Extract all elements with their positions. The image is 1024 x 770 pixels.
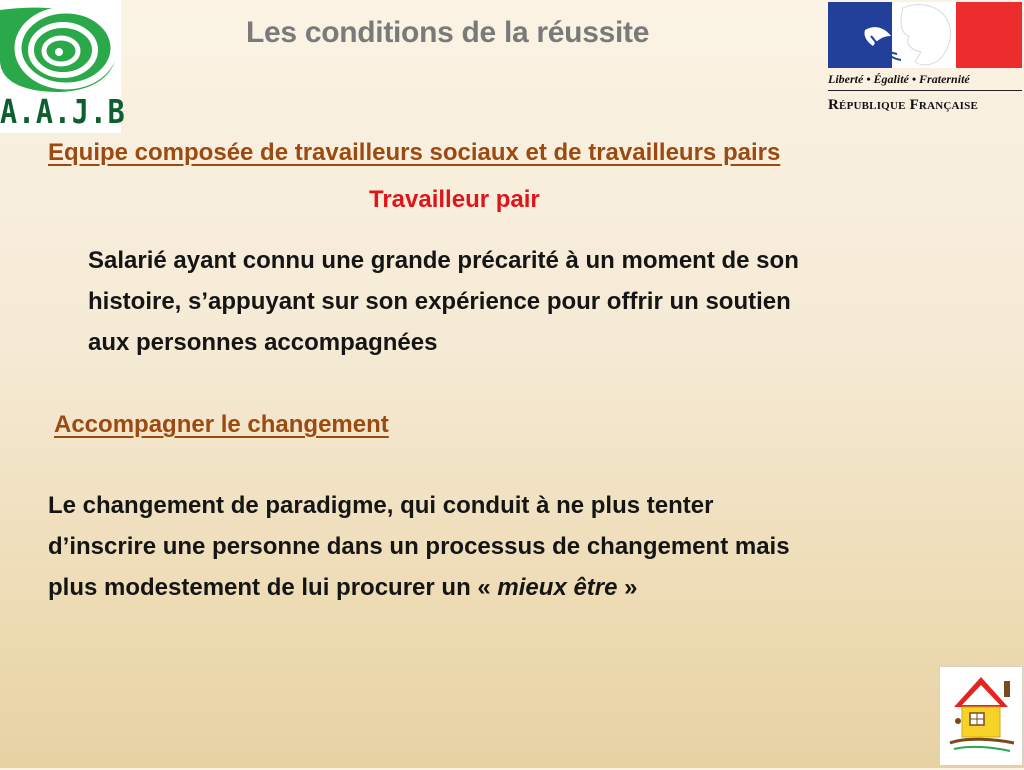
change-paragraph bbox=[48, 485, 998, 608]
house-icon bbox=[940, 667, 1022, 765]
spiral-icon bbox=[0, 0, 121, 95]
change-line-3-italic: mieux être bbox=[497, 574, 618, 601]
peer-worker-subheading: Travailleur pair bbox=[369, 186, 540, 213]
change-line-3-suffix: » bbox=[617, 574, 638, 601]
change-line-2: d’inscrire une personne dans un processus de changement mais bbox=[48, 533, 790, 560]
marianne-republique: République Française bbox=[828, 97, 978, 113]
house-logo bbox=[939, 666, 1023, 766]
change-heading: Accompagner le changement bbox=[54, 411, 389, 438]
peer-worker-definition: Salarié ayant connu une grande précarité à un moment de son histoire, s’appuyant sur son expérience pour offrir un soutien aux personnes accompagnées bbox=[88, 247, 799, 356]
marianne-motto: Liberté • Égalité • Fraternité bbox=[828, 72, 970, 86]
change-line-3-prefix: plus modestement de lui procurer un « bbox=[48, 574, 498, 601]
change-line-3 bbox=[48, 567, 998, 608]
slide-title: Les conditions de la réussite bbox=[246, 16, 650, 49]
change-line-1: Le changement de paradigme, qui conduit à ne plus tenter bbox=[48, 492, 714, 519]
aajb-logo-text: A.A.J.B bbox=[0, 92, 126, 131]
aajb-logo bbox=[0, 0, 126, 133]
team-heading: Equipe composée de travailleurs sociaux et de travailleurs pairs bbox=[48, 139, 781, 166]
marianne-divider bbox=[828, 90, 1022, 91]
